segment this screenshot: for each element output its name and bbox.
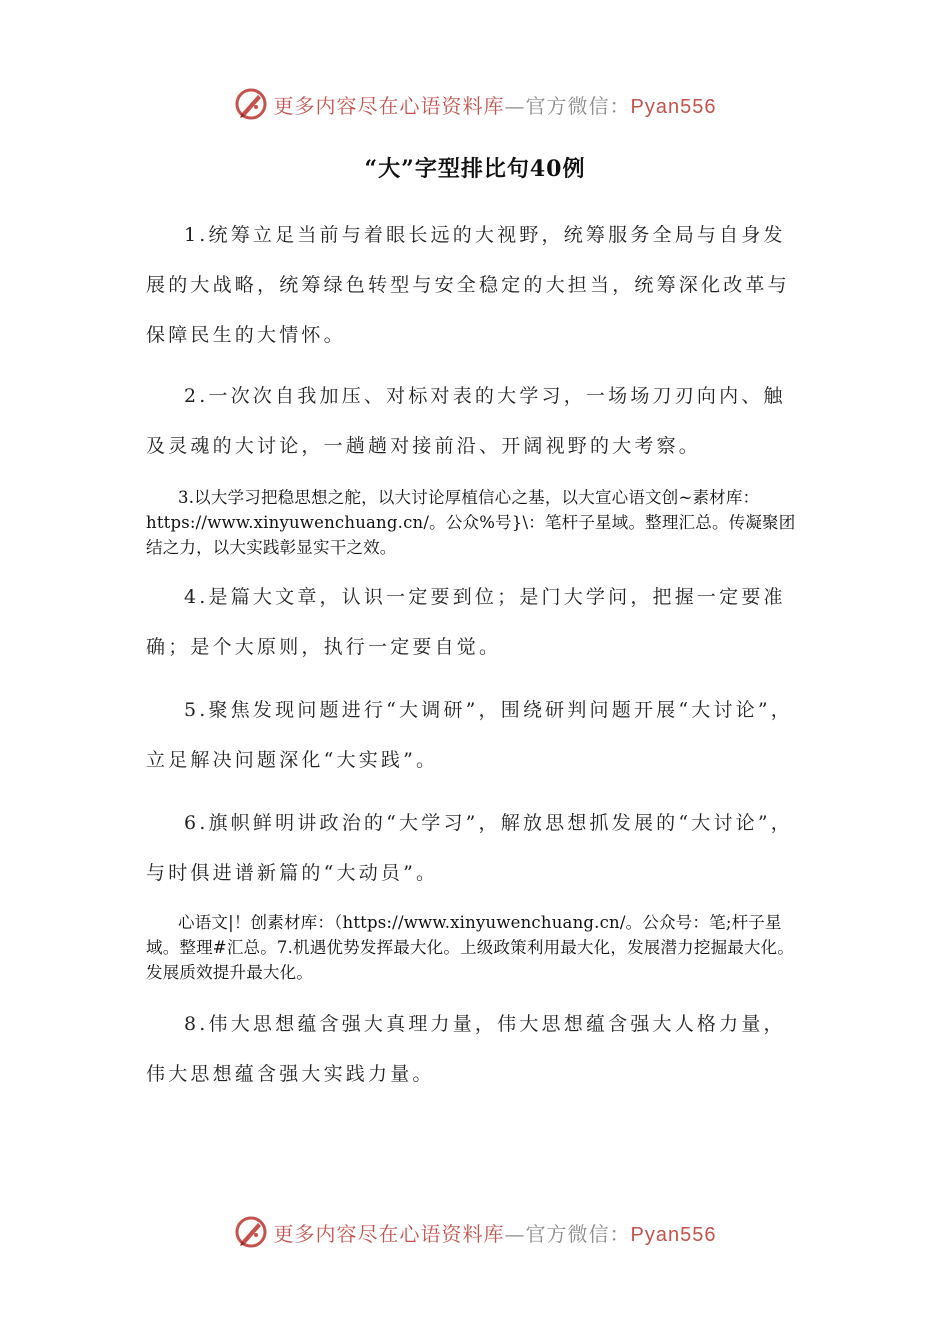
header-banner bbox=[0, 84, 950, 124]
paragraph-4: 4.是篇大文章，认识一定要到位；是门大学问，把握一定要准确；是个大原则，执行一定要自觉。 bbox=[146, 586, 786, 658]
paragraph-1: 1.统筹立足当前与着眼长远的大视野，统筹服务全局与自身发展的大战略，统筹绿色转型与安全稳定的大担当，统筹深化改革与保障民生的大情怀。 bbox=[146, 224, 790, 346]
page-title: “大”字型排比句40例 bbox=[364, 156, 586, 182]
paragraph-5: 5.聚焦发现问题进行“大调研”，围绕研判问题开展“大讨论”，立足解决问题深化“大实践”。 bbox=[146, 699, 793, 771]
wechat-label: 官方微信： bbox=[525, 1221, 631, 1246]
banner-text bbox=[274, 90, 717, 119]
footer-banner bbox=[0, 1212, 950, 1252]
paragraph-2: 2.一次次自我加压、对标对表的大学习，一场场刀刃向内、触及灵魂的大讨论，一趟趟对接前沿、开阔视野的大考察。 bbox=[146, 385, 786, 457]
pen-logo-icon bbox=[234, 1215, 268, 1249]
paragraph-8: 8.伟大思想蕴含强大真理力量，伟大思想蕴含强大人格力量，伟大思想蕴含强大实践力量。 bbox=[146, 1013, 786, 1085]
pen-logo-icon bbox=[234, 87, 268, 121]
banner-slogan: 更多内容尽在心语资料库 bbox=[273, 1221, 505, 1246]
paragraph-3: 3.以大学习把稳思想之舵，以大讨论厚植信心之基，以大宣心语文创~素材库：https://www.xinyuwenchuang.cn/。公众%号}\：笔杆子星域。整理汇总。传凝聚团结之力，以大实践彰显实干之效。 bbox=[146, 488, 796, 557]
banner-text bbox=[274, 1218, 717, 1247]
wechat-label: 官方微信： bbox=[525, 93, 631, 118]
banner-separator: — bbox=[504, 93, 526, 118]
paragraph-6: 6.旗帜鲜明讲政治的“大学习”，解放思想抓发展的“大讨论”，与时俱进谱新篇的“大动员”。 bbox=[146, 812, 793, 884]
paragraph-7: 心语文|！创素材库：（https://www.xinyuwenchuang.cn/。公众号：笔;杆子星域。整理#汇总。7.机遇优势发挥最大化。上级政策利用最大化，发展潜力挖掘最大化。发展质效提升最大化。 bbox=[146, 913, 795, 982]
wechat-id: Pyan556 bbox=[630, 95, 717, 118]
wechat-id: Pyan556 bbox=[630, 1223, 717, 1246]
banner-slogan: 更多内容尽在心语资料库 bbox=[273, 93, 505, 118]
banner-separator: — bbox=[504, 1221, 526, 1246]
